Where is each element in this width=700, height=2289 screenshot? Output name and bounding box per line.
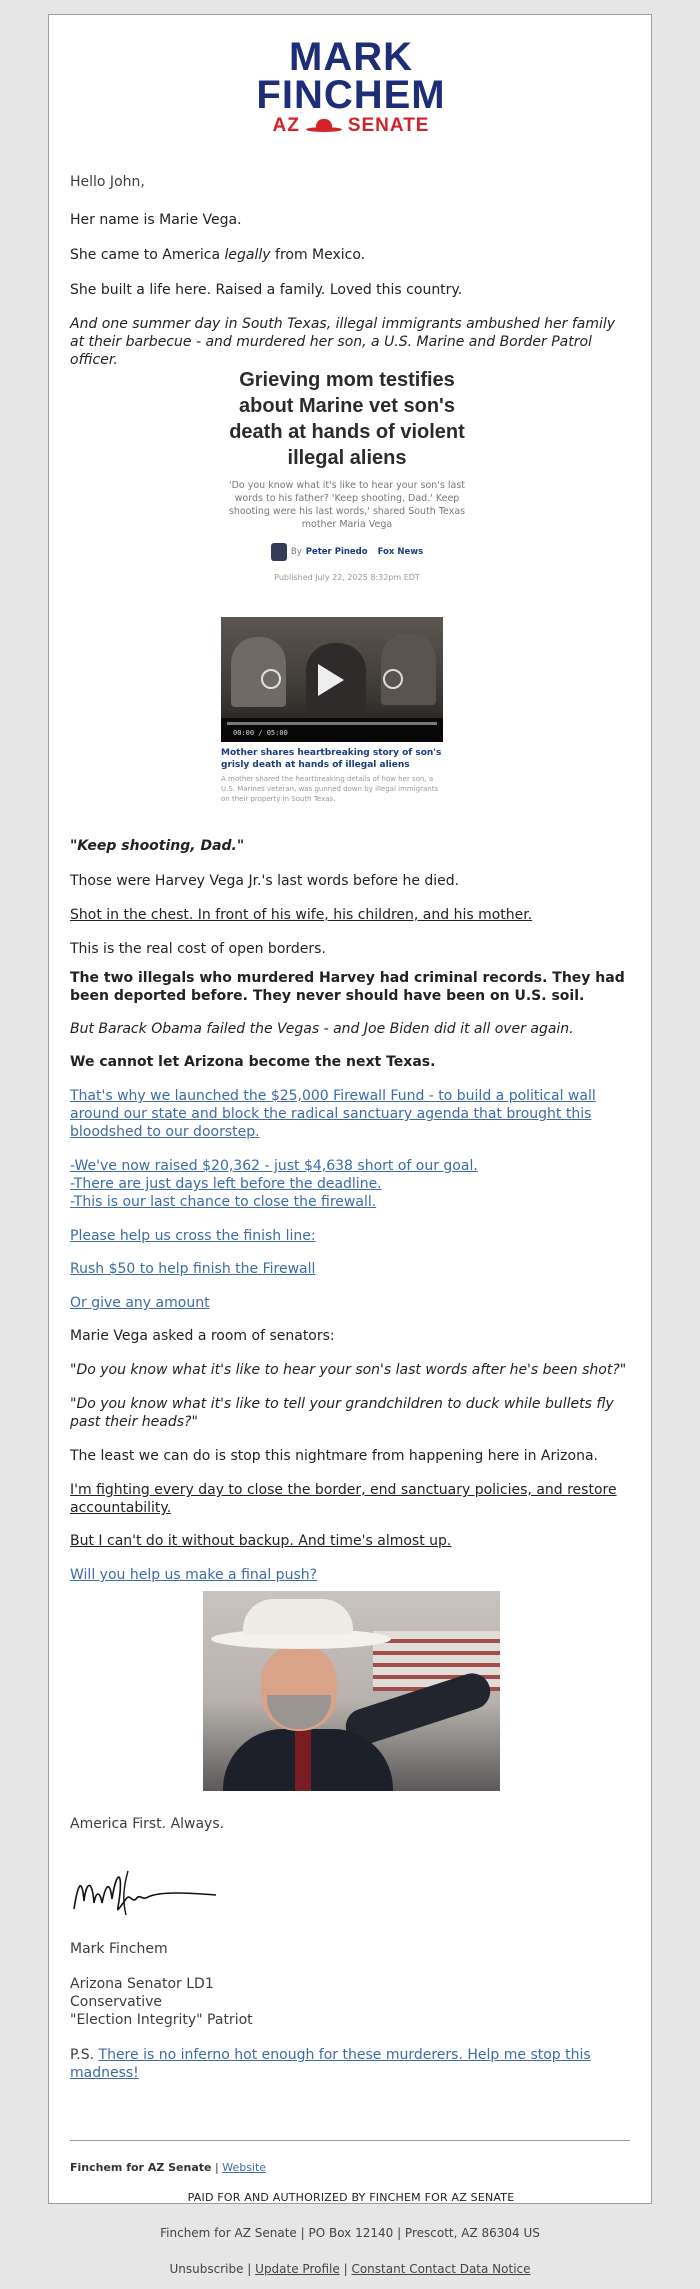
logo-finchem: FINCHEM — [256, 73, 446, 117]
paragraph-2: She came to America legally from Mexico. — [70, 247, 366, 263]
paragraph-6: Shot in the chest. In front of his wife, his children, and his mother. — [70, 907, 533, 923]
signer-title-1: Arizona Senator LD1 — [70, 1976, 214, 1992]
article-byline: By Peter Pinedo Fox News — [227, 543, 467, 561]
ps-link[interactable]: There is no inferno hot enough for these murderers. Help me stop this madness! — [70, 2047, 591, 2081]
rush-50-link[interactable]: Rush $50 to help finish the Firewall — [70, 1261, 316, 1277]
author-avatar — [271, 543, 287, 561]
email-footer-links: Unsubscribe | Update Profile | Constant Contact Data Notice — [169, 2262, 531, 2276]
paragraph-10: We cannot let Arizona become the next Texas. — [70, 1054, 436, 1070]
quote-1: "Do you know what it's like to hear your son's last words after he's been shot?" — [70, 1362, 627, 1378]
paragraph-8: The two illegals who murdered Harvey had criminal records. They had been deported before. They never should have been on U.S. soil. — [70, 970, 625, 1004]
paragraph-9: But Barack Obama failed the Vegas - and Joe Biden did it all over again. — [70, 1021, 574, 1037]
final-push-link[interactable]: Will you help us make a final push? — [70, 1567, 318, 1583]
article-author: Peter Pinedo — [305, 547, 368, 557]
logo-senate: SENATE — [347, 115, 430, 136]
deadline-link[interactable]: -There are just days left before the deadline. — [70, 1176, 382, 1192]
video-controls[interactable] — [221, 718, 443, 742]
signer-name: Mark Finchem — [70, 1941, 168, 1957]
article-subhead: 'Do you know what it's like to hear your son's last words to his father? 'Keep shooting, Dad.' Keep shooting were his last words,' shared South Texas mother Maria Vega — [228, 480, 466, 530]
news-article-image[interactable] — [221, 367, 467, 827]
logo-az: AZ — [272, 115, 300, 136]
paragraph-7: This is the real cost of open borders. — [70, 941, 326, 957]
candidate-photo — [203, 1591, 500, 1791]
paragraph-14: But I can't do it without backup. And time's almost up. — [70, 1533, 452, 1549]
footer-org-line: Finchem for AZ Senate | Website — [70, 2161, 267, 2174]
postscript: P.S. There is no inferno hot enough for these murderers. Help me stop this madness! — [70, 2047, 591, 2081]
footer-divider — [70, 2140, 630, 2141]
paragraph-13: I'm fighting every day to close the border, end sanctuary policies, and restore accountability. — [70, 1482, 617, 1516]
paragraph-3: She built a life here. Raised a family. Loved this country. — [70, 282, 463, 298]
paragraph-11: Marie Vega asked a room of senators: — [70, 1328, 335, 1344]
video-player[interactable] — [221, 617, 443, 742]
any-amount-link[interactable]: Or give any amount — [70, 1295, 210, 1311]
firewall-fund-link[interactable]: That's why we launched the $25,000 Firewall Fund - to build a political wall around our state and block the radical sanctuary agenda that brought this bloodshed to our doorstep. — [70, 1088, 596, 1140]
video-time: 00:00 / 05:00 — [233, 729, 288, 737]
logo-az-senate — [49, 116, 653, 136]
signer-title-3: "Election Integrity" Patriot — [70, 2012, 253, 2028]
finish-line-link[interactable]: Please help us cross the finish line: — [70, 1228, 316, 1244]
paid-for-notice: PAID FOR AND AUTHORIZED BY FINCHEM FOR AZ SENATE — [187, 2191, 515, 2204]
website-link[interactable]: Website — [222, 2161, 267, 2174]
paragraph-4: And one summer day in South Texas, illegal immigrants ambushed her family at their barbecue - and murdered her son, a U.S. Marine and Border Patrol officer. — [70, 316, 616, 368]
play-icon[interactable] — [318, 664, 344, 696]
paragraph-5: Those were Harvey Vega Jr.'s last words before he died. — [70, 873, 460, 889]
data-notice-link[interactable]: Constant Contact Data Notice — [351, 2262, 531, 2276]
closing: America First. Always. — [70, 1816, 225, 1832]
quote-keep-shooting: "Keep shooting, Dad." — [70, 838, 245, 854]
last-chance-link[interactable]: -This is our last chance to close the firewall. — [70, 1194, 377, 1210]
video-description: A mother shared the heartbreaking details of how her son, a U.S. Marines veteran, was gunned down by illegal immigrants on their property in South Texas. — [221, 775, 439, 803]
unsubscribe-link[interactable]: Unsubscribe — [169, 2262, 244, 2276]
video-progress[interactable] — [227, 722, 437, 725]
update-profile-link[interactable]: Update Profile — [255, 2262, 340, 2276]
quote-2: "Do you know what it's like to tell your grandchildren to duck while bullets fly past their heads?" — [70, 1396, 614, 1430]
logo-mark: MARK — [289, 35, 413, 79]
article-headline: Grieving mom testifies about Marine vet son's death at hands of violent illegal aliens — [229, 369, 465, 469]
raised-link[interactable]: -We've now raised $20,362 - just $4,638 short of our goal. — [70, 1158, 478, 1174]
article-outlet: Fox News — [377, 547, 424, 557]
sender-address: Finchem for AZ Senate | PO Box 12140 | Prescott, AZ 86304 US — [160, 2226, 540, 2240]
article-published: Published July 22, 2025 8:32pm EDT — [274, 573, 420, 582]
rewind-icon[interactable] — [261, 669, 281, 689]
signer-title-2: Conservative — [70, 1994, 163, 2010]
video-caption: Mother shares heartbreaking story of son's grisly death at hands of illegal aliens — [221, 748, 442, 770]
paragraph-12: The least we can do is stop this nightmare from happening here in Arizona. — [70, 1448, 598, 1464]
signature-image — [70, 1863, 220, 1923]
email-body — [48, 14, 652, 2204]
paragraph-1: Her name is Marie Vega. — [70, 212, 242, 228]
forward-icon[interactable] — [383, 669, 403, 689]
greeting: Hello John, — [70, 174, 145, 190]
cowboy-hat-icon — [306, 119, 342, 133]
